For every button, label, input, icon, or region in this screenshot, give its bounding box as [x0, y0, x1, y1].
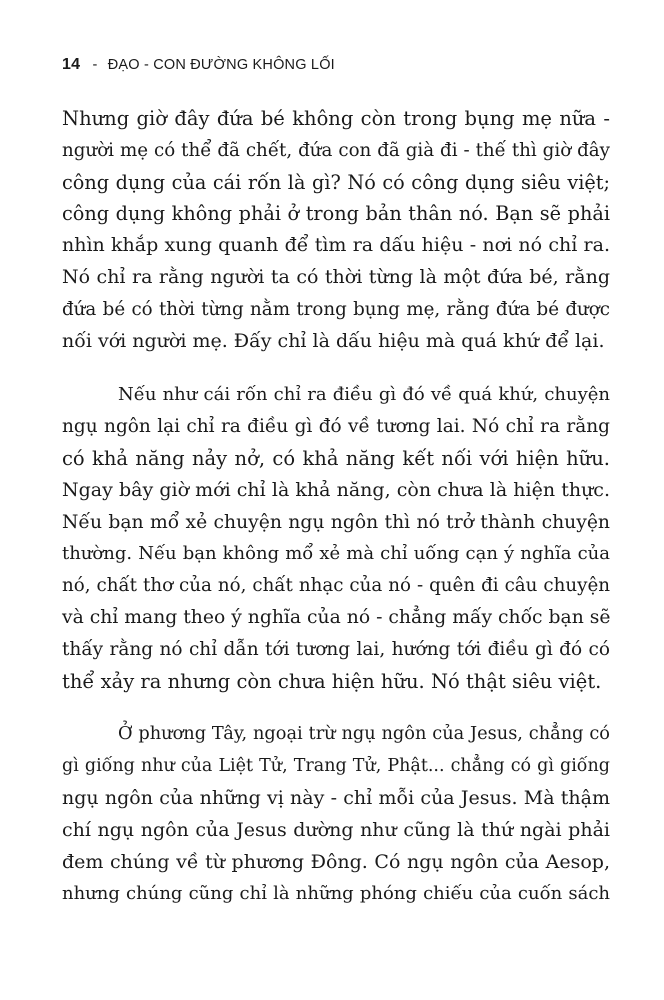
text-line: đứa bé có thời từng nằm trong bụng mẹ, rằng đứa bé được: [62, 298, 610, 320]
header-separator: -: [92, 57, 98, 73]
text-line: có khả năng nảy nở, có khả năng kết nối với hiện hữu.: [62, 446, 610, 470]
running-header: [62, 56, 335, 74]
text-line: Ở phương Tây, ngoại trừ ngụ ngôn của Jesus, chẳng có: [118, 724, 610, 745]
text-line: công dụng của cái rốn là gì? Nó có công dụng siêu việt;: [62, 170, 610, 194]
text-line: người mẹ có thể đã chết, đứa con đã già đi - thế thì giờ đây: [62, 139, 610, 161]
running-title: ĐẠO - CON ĐƯỜNG KHÔNG LỐI: [107, 57, 335, 73]
text-line: Ngay bây giờ mới chỉ là khả năng, còn chưa là hiện thực.: [62, 478, 610, 501]
text-line: Nếu như cái rốn chỉ ra điều gì đó về quá khứ, chuyện: [118, 384, 610, 406]
text-line: chí ngụ ngôn của Jesus dường như cũng là thứ ngài phải: [62, 818, 610, 841]
text-line: công dụng không phải ở trong bản thân nó. Bạn sẽ phải: [62, 202, 610, 226]
text-line: và chỉ mang theo ý nghĩa của nó - chẳng mấy chốc bạn sẽ: [62, 606, 611, 628]
text-line: thường. Nếu bạn không mổ xẻ mà chỉ uống cạn ý nghĩa của: [62, 543, 610, 565]
text-line: nhìn khắp xung quanh để tìm ra dấu hiệu - nơi nó chỉ ra.: [62, 234, 610, 257]
text-line: thấy rằng nó chỉ dẫn tới tương lai, hướng tới điều gì đó có: [62, 638, 610, 660]
text-line: gì giống như của Liệt Tử, Trang Tử, Phật... chẳng có gì giống: [62, 756, 610, 777]
text-line: nó, chất thơ của nó, chất nhạc của nó - quên đi câu chuyện: [62, 575, 610, 597]
paragraph-3: [62, 719, 610, 910]
page-number: 14: [62, 56, 81, 73]
text-line: thể xảy ra nhưng còn chưa hiện hữu. Nó thật siêu việt.: [62, 669, 602, 693]
text-line: Nếu bạn mổ xẻ chuyện ngụ ngôn thì nó trở thành chuyện: [62, 511, 610, 533]
text-line: ngụ ngôn lại chỉ ra điều gì đó về tương lai. Nó chỉ ra rằng: [62, 416, 610, 438]
text-line: nối với người mẹ. Đấy chỉ là dấu hiệu mà quá khứ để lại.: [62, 329, 605, 352]
text-line: nhưng chúng cũng chỉ là những phóng chiếu của cuốn sách: [62, 883, 610, 905]
text-line: Nhưng giờ đây đứa bé không còn trong bụng mẹ nữa -: [62, 107, 610, 130]
text-line: đem chúng về từ phương Đông. Có ngụ ngôn của Aesop,: [62, 850, 610, 873]
paragraph-2: [62, 379, 610, 697]
page-body: [62, 103, 610, 932]
paragraph-1: [62, 103, 610, 357]
text-line: Nó chỉ ra rằng người ta có thời từng là một đứa bé, rằng: [62, 265, 610, 288]
text-line: ngụ ngôn của những vị này - chỉ mỗi của Jesus. Mà thậm: [62, 786, 610, 809]
